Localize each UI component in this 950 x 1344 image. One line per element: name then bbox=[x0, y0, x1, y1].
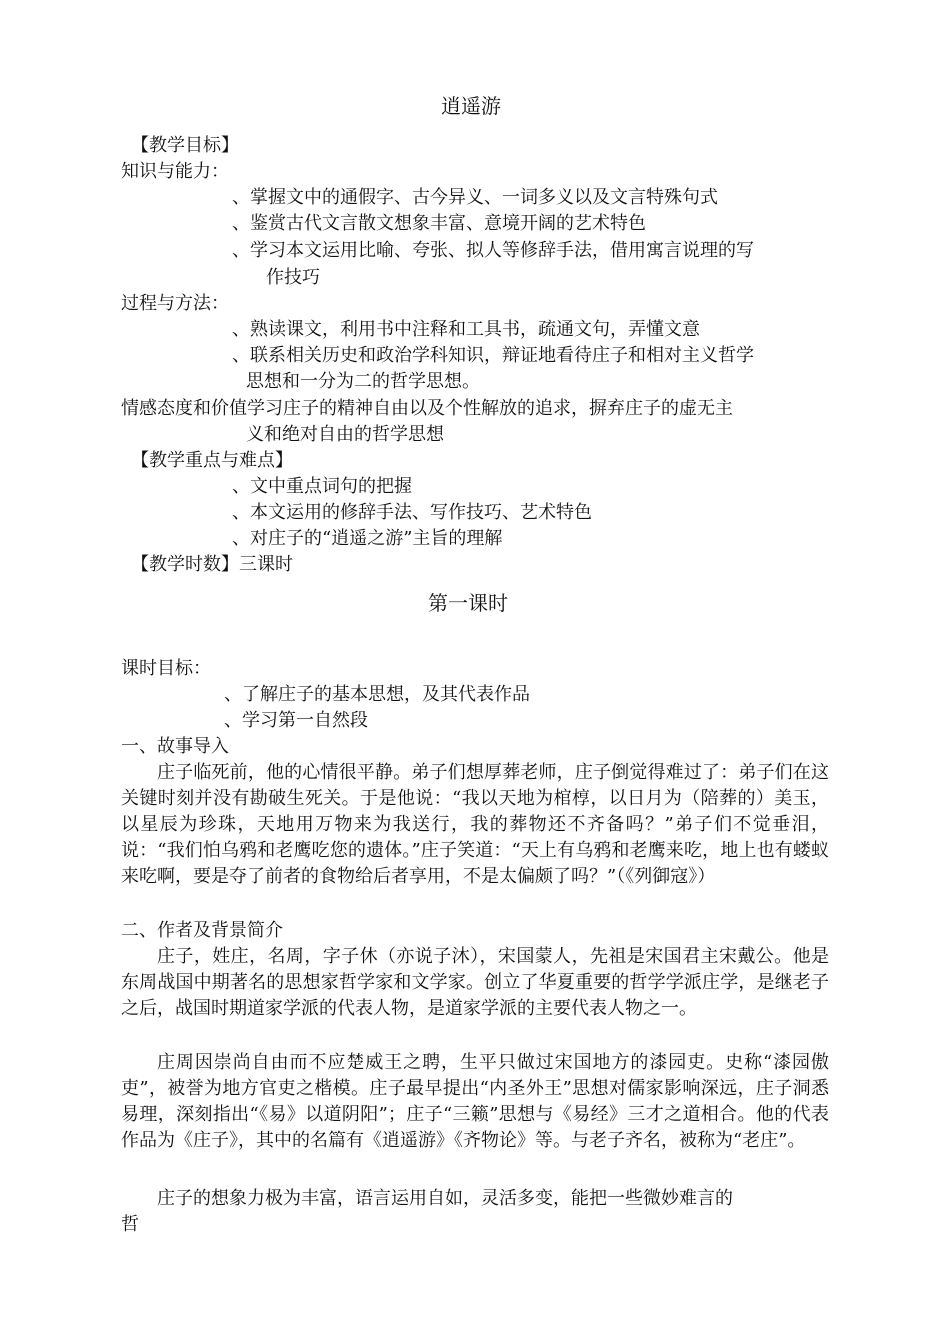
lesson-title: 第一课时 bbox=[428, 591, 508, 615]
author-paragraph-continuation: 哲 bbox=[121, 1214, 139, 1235]
section-heading: 二、作者及背景简介 bbox=[121, 920, 283, 941]
process-label: 过程与方法： bbox=[121, 293, 229, 314]
key-item: 、本文运用的修辞手法、写作技巧、艺术特色 bbox=[232, 502, 592, 523]
knowledge-item: 、掌握文中的通假字、古今异义、一词多义以及文言特殊句式 bbox=[232, 187, 718, 208]
knowledge-label: 知识与能力： bbox=[121, 161, 229, 182]
key-heading: 【教学重点与难点】 bbox=[131, 450, 293, 471]
author-paragraph: 庄周因崇尚自由而不应楚威王之聘，生平只做过宋国地方的漆园吏。史称“漆园傲吏”，被誉为地方官吏之楷模。庄子最早提出“内圣外王”思想对儒家影响深远，庄子洞悉易理，深刻指出“《易》以道阴阳”；庄子“三籁”思想与《易经》三才之道相合。他的代表作品为《庄子》，其中的名篇有《逍遥游》《齐物论》等。与老子齐名，被称为“老庄”。 bbox=[121, 1052, 829, 1151]
lesson-goal-item: 、学习第一自然段 bbox=[224, 710, 368, 731]
process-item: 、熟读课文，利用书中注释和工具书，疏通文句，弄懂文意 bbox=[232, 319, 700, 340]
story-paragraph: 庄子临死前，他的心情很平静。弟子们想厚葬老师，庄子倒觉得难过了：弟子们在这关键时刻并没有勘破生死关。于是他说：“我以天地为棺椁，以日月为（陪葬的）美玉，以星辰为珍珠，天地用万物来为我送行，我的葬物还不齐备吗？”弟子们不觉垂泪，说：“我们怕乌鸦和老鹰吃您的遗体。”庄子笑道：“天上有乌鸦和老鹰来吃，地上也有蝼蚁来吃啊，要是夺了前者的食物给后者享用，不是太偏颇了吗？”（《列御寇》） bbox=[121, 762, 829, 887]
process-item-continuation: 思想和一分为二的哲学思想。 bbox=[246, 371, 480, 392]
emotion-line-continuation: 义和绝对自由的哲学思想 bbox=[246, 424, 444, 445]
document-title: 逍遥游 bbox=[441, 94, 501, 118]
key-item: 、文中重点词句的把握 bbox=[232, 476, 412, 497]
author-paragraph: 庄子，姓庄，名周，字子休（亦说子沐），宋国蒙人，先祖是宋国君主宋戴公。他是东周战国中期著名的思想家哲学家和文学家。创立了华夏重要的哲学学派庄学，是继老子之后，战国时期道家学派的代表人物，是道家学派的主要代表人物之一。 bbox=[121, 946, 829, 1019]
knowledge-item-continuation: 作技巧 bbox=[266, 267, 320, 288]
section-heading: 一、故事导入 bbox=[121, 736, 229, 757]
author-paragraph: 庄子的想象力极为丰富，语言运用自如，灵活多变，能把一些微妙难言的 bbox=[157, 1188, 733, 1209]
hours-line: 【教学时数】三课时 bbox=[131, 554, 293, 575]
key-item: 、对庄子的“逍遥之游”主旨的理解 bbox=[232, 528, 503, 549]
lesson-goal-item: 、了解庄子的基本思想，及其代表作品 bbox=[224, 684, 530, 705]
lesson-goal-label: 课时目标： bbox=[121, 658, 211, 679]
knowledge-item: 、学习本文运用比喻、夸张、拟人等修辞手法，借用寓言说理的写 bbox=[232, 240, 754, 261]
process-item: 、联系相关历史和政治学科知识，辩证地看待庄子和相对主义哲学 bbox=[232, 345, 754, 366]
emotion-line: 情感态度和价值学习庄子的精神自由以及个性解放的追求，摒弃庄子的虚无主 bbox=[121, 398, 733, 419]
goals-heading: 【教学目标】 bbox=[131, 135, 239, 156]
knowledge-item: 、鉴赏古代文言散文想象丰富、意境开阔的艺术特色 bbox=[232, 213, 646, 234]
